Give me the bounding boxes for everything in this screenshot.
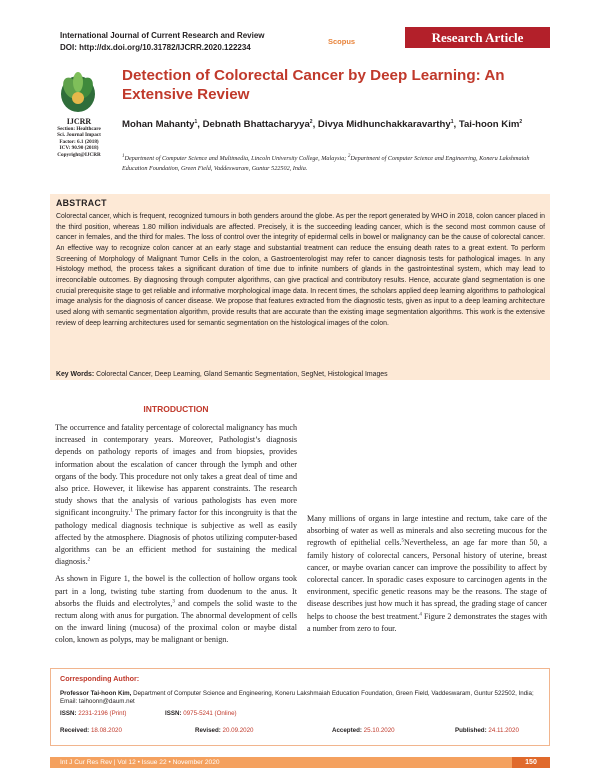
logo-sci: Sci. Journal Impact bbox=[57, 132, 101, 139]
text-run: and compels the solid waste to the rectum along with anus for purgation. The abnormal development of cells on the inward lining (mucosa) of the proximal colon or maybe distal colon, known as polyps, may be malignant or benign. bbox=[55, 598, 297, 645]
citation: 1 bbox=[130, 508, 133, 514]
date-value: 20.09.2020 bbox=[222, 727, 254, 734]
logo-copyright: Copyright@IJCRR bbox=[57, 151, 101, 158]
logo-caption bbox=[52, 117, 106, 158]
affiliation-1: Department of Computer Science and Multimedia, Lincoln University College, Malaysia; bbox=[124, 155, 348, 162]
citation: 3 bbox=[172, 599, 175, 605]
abstract-text: Colorectal cancer, which is frequent, recognized tumours in both genders around the globe. As per the report generated by WHO in 2018, colon cancer placed in the third position, whereas 1.80 million individuals are affected. Precisely, it is the succeeding leading cancer, which is the second most common cause of cancer in females, and the third for males. The loss of control over the integrity of epidermal cells in bowel or malignancy can be the cause of colorectal cancer. An effective way to recognize colon cancer at an early stage and substantial treatment can reduce the ensuing death rates to a great extent. To perform Screening of Morphology of Malignant Tumor Cells in the colon, a Gastroenterologist may refer to cancer diagnosis tests for pathological images. In any Histology method, the process takes a significant duration of time due to infinite numbers of glands in the gastrointestinal system, which may lead to irreconcilable outcomes. By diagnosing through computer algorithms, can give practical and contributory results. Hence, accurate gland segmentation is one crucial prerequisite stage to get reliable and informative morphological image data. In recent times, the scholars applied deep learning algorithms to pathological image analysis for the diagnosis of cancer disease. We propose that features extracted from the diagnostic tests, given as input to a deep learning architecture used along with semantic segmentation algorithm, provide results that are accurate than the existing image segmentation algorithms. This work is the extensive review of deep learning architectures used for semantic segmentation on the histological images of the colon. bbox=[56, 213, 545, 327]
footer-citation: Int J Cur Res Rev | Vol 12 • Issue 22 • November 2020 bbox=[60, 759, 220, 766]
issn-label: ISSN: bbox=[60, 710, 77, 717]
abstract-heading: ABSTRACT bbox=[56, 198, 107, 208]
citation: 2 bbox=[87, 557, 91, 563]
issn-label: ISSN: bbox=[165, 710, 182, 717]
author-sup: 1 bbox=[450, 118, 454, 125]
scopus-logo: Scopus bbox=[328, 37, 356, 46]
author-name: Divya Midhunchakkaravarthy bbox=[317, 119, 451, 130]
date-value: 24.11.2020 bbox=[488, 727, 519, 734]
logo-icv: ICV: 90.90 (2018) bbox=[59, 145, 99, 152]
date-value: 25.10.2020 bbox=[363, 727, 395, 734]
paragraph bbox=[55, 573, 297, 646]
date-label: Published: bbox=[455, 727, 487, 734]
accepted-date bbox=[332, 727, 395, 735]
affil-sup: 2 bbox=[347, 153, 351, 159]
intro-heading: INTRODUCTION bbox=[143, 404, 209, 414]
column-right bbox=[307, 513, 547, 635]
published-date bbox=[455, 727, 519, 735]
date-value: 18.08.2020 bbox=[90, 727, 122, 734]
article-title: Detection of Colorectal Cancer by Deep Learning: An Extensive Review bbox=[122, 67, 505, 103]
text-run: Figure 2 demonstrates the stages with a number from zero to four. bbox=[307, 611, 547, 633]
author-sup: 2 bbox=[519, 118, 523, 125]
author-sup: 2 bbox=[309, 118, 313, 125]
author-sup: 1 bbox=[194, 118, 198, 125]
keywords-list: Colorectal Cancer, Deep Learning, Gland Semantic Segmentation, SegNet, Histological Images bbox=[96, 371, 388, 378]
doi[interactable]: DOI: http://dx.doi.org/10.31782/IJCRR.2020.122234 bbox=[60, 43, 251, 52]
date-label: Revised: bbox=[195, 727, 221, 734]
citation: 4 bbox=[419, 611, 422, 617]
page-number: 150 bbox=[512, 757, 550, 768]
column-left bbox=[55, 422, 297, 647]
logo-section: Section: Healthcare bbox=[57, 126, 101, 132]
text-run: Many millions of organs in large intestine and rectum, take care of the absorbing of water as well as minerals and also secreting mucous for the regrowth of epithelial cells. bbox=[307, 514, 547, 548]
keywords-label: Key Words: bbox=[56, 371, 95, 378]
corresponding-address: Department of Computer Science and Engineering, Koneru Lakshmaiah Education Foundation, Green Field, Vaddeswaram, Guntur 522502, India; Email: taihoonn@daum.net bbox=[60, 690, 534, 706]
author-name: Debnath Bhattacharyya bbox=[202, 119, 310, 130]
author-name: Tai-hoon Kim bbox=[458, 119, 520, 130]
citation: 5 bbox=[401, 538, 405, 544]
keywords bbox=[56, 370, 545, 380]
paragraph bbox=[307, 513, 547, 635]
logo-name: IJCRR bbox=[66, 117, 92, 126]
paragraph bbox=[55, 422, 297, 568]
text-run: The primary factor for this incongruity is that the pathology medical diagnosis technique is subjective as well as easily affected by the atmosphere. Diagnosis of photos utilizing computer-based algorithms can be an efficient method for sustaining the medical diagnosis. bbox=[55, 508, 297, 567]
date-label: Accepted: bbox=[332, 727, 362, 734]
issn-value: 2231-2196 (Print) bbox=[78, 710, 127, 717]
author-list: Mohan Mahanty$^1$, Debnath Bhattacharyya$^2$, Divya Midhunchakkaravarthy$^1$, Tai-hoon Kim$^2$ bbox=[122, 118, 523, 130]
issn-print bbox=[60, 710, 126, 718]
affil-sup: 1 bbox=[122, 153, 125, 159]
received-date bbox=[60, 727, 122, 735]
corresponding-details bbox=[60, 690, 544, 706]
journal-header bbox=[60, 30, 320, 54]
text-run: Nevertheless, an age far more than 50, a family history of colorectal cancers, Personal history of uterine, breast cancer, or maybe ovarian cancer can improve the possibility to affect by colorectal cancer. In sporadic cases exposure to carcinogen agents in the environment, specific genetic reasons may be the reasons. The stage of disease describes just how much it has spread, the grading stage of cancer helps to choose the best treatment. bbox=[307, 538, 547, 621]
article-type-badge: Research Article bbox=[405, 27, 550, 48]
affiliation-2: Department of Computer Science and Engineering, Koneru Lakshmaiah Education Foundation, Green Field, Vaddeswaram, Guntur 522502, India. bbox=[122, 155, 530, 172]
date-label: Received: bbox=[60, 727, 90, 734]
corresponding-name: Professor Tai-hoon Kim, bbox=[60, 690, 132, 697]
text-run: As shown in Figure 1, the bowel is the collection of hollow organs took part in a long, twisting tube starting from duodenum to the anus. It absorbs the fluids and electrolytes, bbox=[55, 574, 297, 608]
issn-value: 0975-5241 (Online) bbox=[183, 710, 237, 717]
journal-name: International Journal of Current Research and Review bbox=[60, 31, 265, 40]
affiliations bbox=[122, 154, 547, 174]
revised-date bbox=[195, 727, 254, 735]
issn-online bbox=[165, 710, 237, 718]
logo-factor: Factor: 6.1 (2018) bbox=[59, 138, 99, 145]
text-run: The occurrence and fatality percentage of colorectal malignancy has much increased in contemporary years. Moreover, Pathologist’s diagnosis depends on pathology reports of images and from biopsies, provides information about the escalation of cancer through the lymph and other organs of the body. This procedure not only takes a great deal of time and also price. However, it likewise has apparent constraints. The research study shows that the analysis of various pathologists has even more significant incongruity. bbox=[55, 423, 297, 518]
corresponding-heading: Corresponding Author: bbox=[60, 674, 140, 683]
ijcrr-logo-icon bbox=[53, 68, 103, 116]
author-name: Mohan Mahanty bbox=[122, 119, 195, 130]
